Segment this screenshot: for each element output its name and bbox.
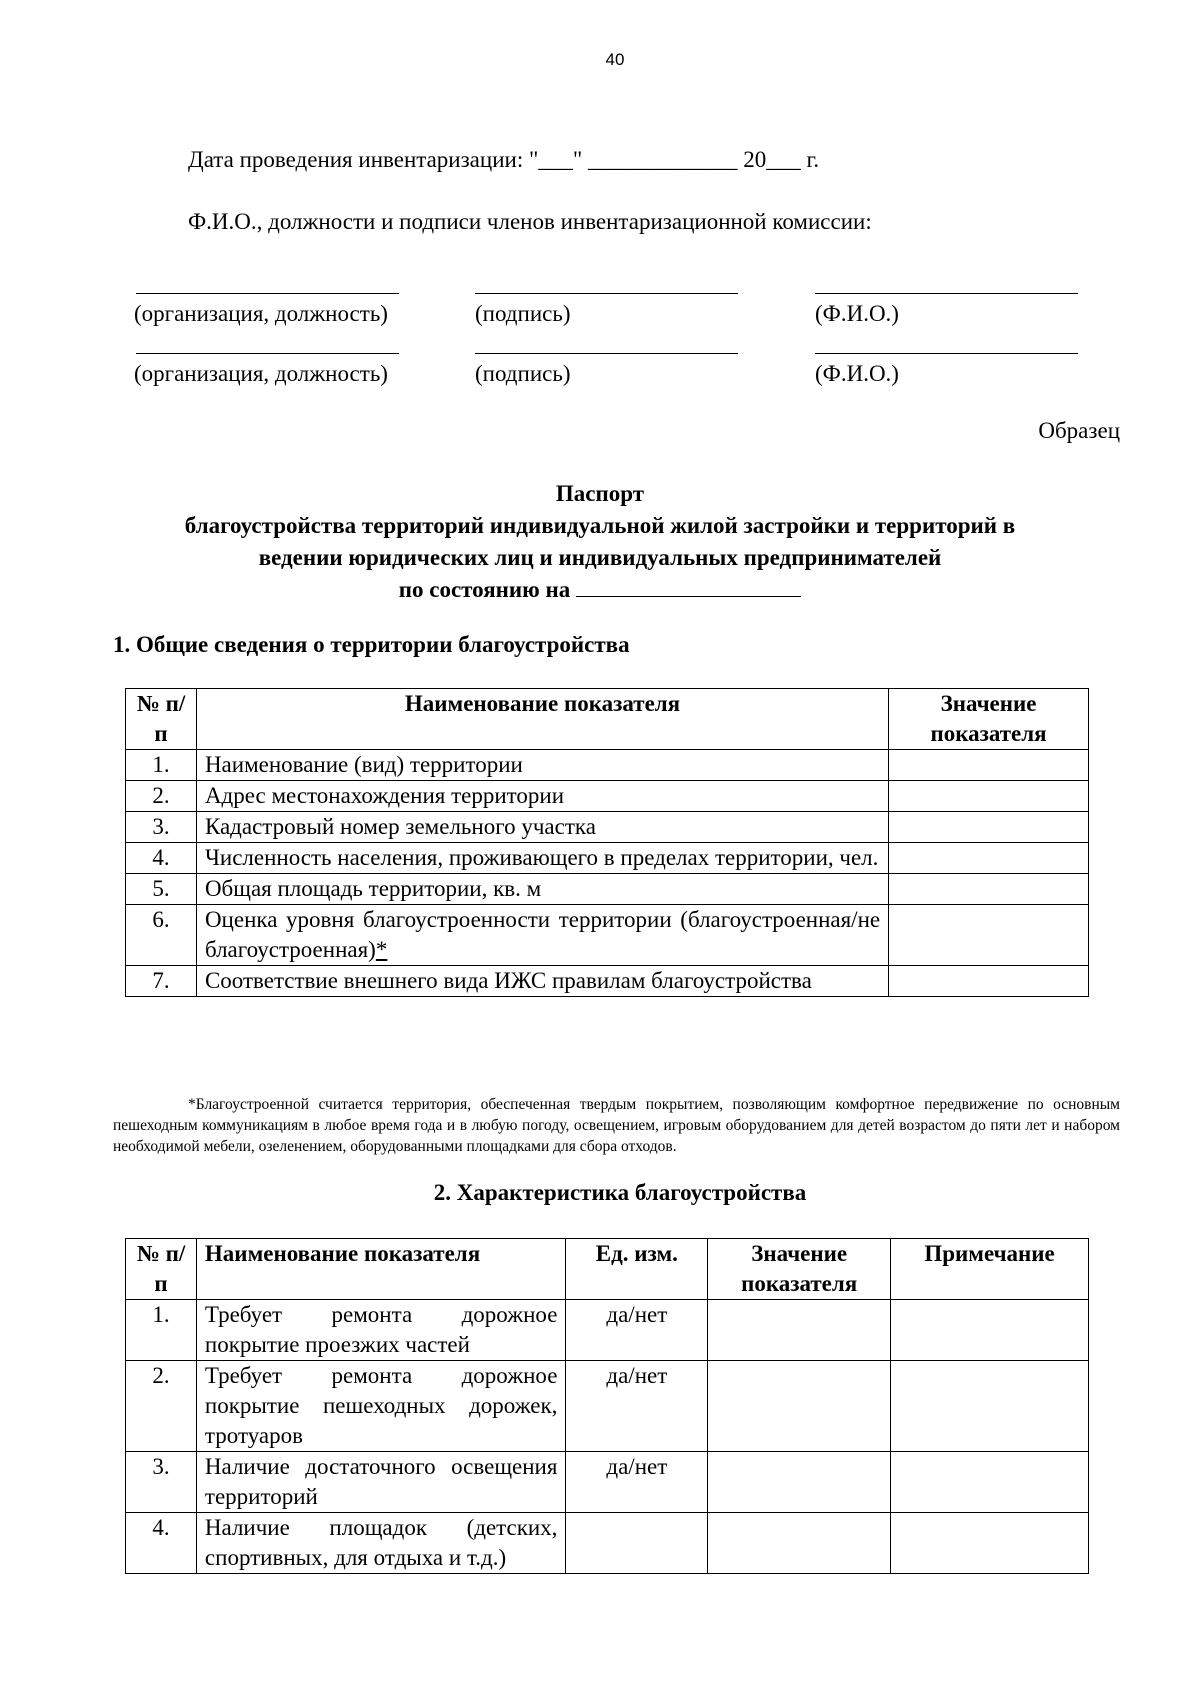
table-row: [126, 750, 1089, 781]
row-indicator: Требует ремонта дорожное покрытие проезжих частей: [196, 1300, 566, 1361]
fio-blank-line: [815, 293, 1078, 294]
row-unit: да/нет: [566, 1361, 708, 1452]
table-row: [126, 781, 1089, 812]
row-number: 1.: [126, 1300, 197, 1361]
table-row: [126, 1300, 1089, 1361]
column-header-value: Значение показателя: [708, 1239, 891, 1300]
inventory-date-line: Дата проведения инвентаризации: "___" _____________ 20___ г.: [188, 147, 820, 172]
row-value-cell[interactable]: [889, 750, 1089, 781]
row-indicator: Наименование (вид) территории: [196, 750, 888, 781]
table-row: [126, 1452, 1089, 1513]
row-indicator-text: Оценка уровня благоустроенности территории (благоустроенная/не благоустроенная): [204, 907, 881, 962]
row-value-cell[interactable]: [708, 1300, 891, 1361]
fio-blank-line: [815, 353, 1078, 354]
signature-row: [0, 293, 1200, 353]
general-info-table: [125, 688, 1089, 997]
row-unit: да/нет: [566, 1452, 708, 1513]
row-value-cell[interactable]: [889, 905, 1089, 966]
column-header-note: Примечание: [891, 1239, 1089, 1300]
document-title: [100, 478, 1100, 606]
title-line: благоустройства территорий индивидуальной жилой застройки и территорий в: [184, 513, 1016, 538]
row-unit: [566, 1513, 708, 1574]
row-number: 2.: [126, 781, 197, 812]
table-row: [126, 1361, 1089, 1452]
column-header-number: № п/п: [126, 1239, 197, 1300]
as-of-date-blank: [576, 574, 801, 597]
org-blank-line: [136, 353, 399, 354]
row-unit: да/нет: [566, 1300, 708, 1361]
section-2-heading: 2. Характеристика благоустройства: [433, 1180, 807, 1205]
org-blank-line: [136, 293, 399, 294]
row-value-cell[interactable]: [889, 812, 1089, 843]
table-row: [126, 905, 1089, 966]
row-value-cell[interactable]: [708, 1361, 891, 1452]
row-indicator: Численность населения, проживающего в пределах территории, чел.: [196, 843, 888, 874]
footnote-marker[interactable]: *: [375, 937, 388, 962]
page-number: 40: [605, 50, 625, 69]
signature-blank-line: [475, 293, 738, 294]
table-header-row: [126, 689, 1089, 750]
table-row: [126, 966, 1089, 997]
as-of-label: по состоянию на: [398, 577, 571, 602]
row-number: 7.: [126, 966, 197, 997]
row-number: 2.: [126, 1361, 197, 1452]
sample-label: Образец: [1038, 418, 1120, 443]
row-indicator: Общая площадь территории, кв. м: [196, 874, 888, 905]
row-number: 1.: [126, 750, 197, 781]
row-indicator: Требует ремонта дорожное покрытие пешеходных дорожек, тротуаров: [196, 1361, 566, 1452]
column-header-number: № п/п: [126, 689, 197, 750]
row-value-cell[interactable]: [889, 966, 1089, 997]
row-indicator: Соответствие внешнего вида ИЖС правилам благоустройства: [196, 966, 888, 997]
org-caption: (организация, должность): [134, 301, 388, 326]
row-number: 4.: [126, 1513, 197, 1574]
signature-row: [0, 353, 1200, 413]
row-indicator: [196, 905, 888, 966]
row-value-cell[interactable]: [708, 1452, 891, 1513]
row-note-cell[interactable]: [891, 1361, 1089, 1452]
row-indicator: Наличие площадок (детских, спортивных, для отдыха и т.д.): [196, 1513, 566, 1574]
row-number: 4.: [126, 843, 197, 874]
signature-blank-line: [475, 353, 738, 354]
row-number: 5.: [126, 874, 197, 905]
table-row: [126, 1513, 1089, 1574]
table-row: [126, 874, 1089, 905]
table-header-row: [126, 1239, 1089, 1300]
characteristics-table: [125, 1238, 1089, 1574]
row-note-cell[interactable]: [891, 1452, 1089, 1513]
column-header-indicator: Наименование показателя: [196, 1239, 566, 1300]
signature-caption: (подпись): [475, 301, 571, 326]
fio-caption: (Ф.И.О.): [815, 361, 899, 386]
signature-caption: (подпись): [475, 361, 571, 386]
org-caption: (организация, должность): [134, 361, 388, 386]
title-line: ведении юридических лиц и индивидуальных предпринимателей: [258, 545, 942, 570]
title-line: [100, 574, 1100, 606]
table-row: [126, 812, 1089, 843]
commission-members-line: Ф.И.О., должности и подписи членов инвентаризационной комиссии:: [188, 209, 872, 234]
row-indicator: Кадастровый номер земельного участка: [196, 812, 888, 843]
row-note-cell[interactable]: [891, 1513, 1089, 1574]
row-number: 3.: [126, 812, 197, 843]
fio-caption: (Ф.И.О.): [815, 301, 899, 326]
row-number: 6.: [126, 905, 197, 966]
footnote: *Благоустроенной считается территория, обеспеченная твердым покрытием, позволяющим комфортное передвижение по основным пешеходным коммуникациям в любое время года и в любую погоду, освещением, игровым оборудованием для детей возрастом до пяти лет и набором необходимой мебели, озеленением, оборудованными площадками для сбора отходов.: [113, 1096, 1120, 1155]
row-value-cell[interactable]: [708, 1513, 891, 1574]
row-value-cell[interactable]: [889, 874, 1089, 905]
row-indicator: Адрес местонахождения территории: [196, 781, 888, 812]
title-line: Паспорт: [555, 481, 645, 506]
row-number: 3.: [126, 1452, 197, 1513]
column-header-unit: Ед. изм.: [566, 1239, 708, 1300]
section-1-heading: 1. Общие сведения о территории благоустройства: [113, 632, 630, 657]
row-value-cell[interactable]: [889, 843, 1089, 874]
table-row: [126, 843, 1089, 874]
row-indicator: Наличие достаточного освещения территорий: [196, 1452, 566, 1513]
column-header-value: Значение показателя: [889, 689, 1089, 750]
row-value-cell[interactable]: [889, 781, 1089, 812]
column-header-indicator: Наименование показателя: [196, 689, 888, 750]
row-note-cell[interactable]: [891, 1300, 1089, 1361]
